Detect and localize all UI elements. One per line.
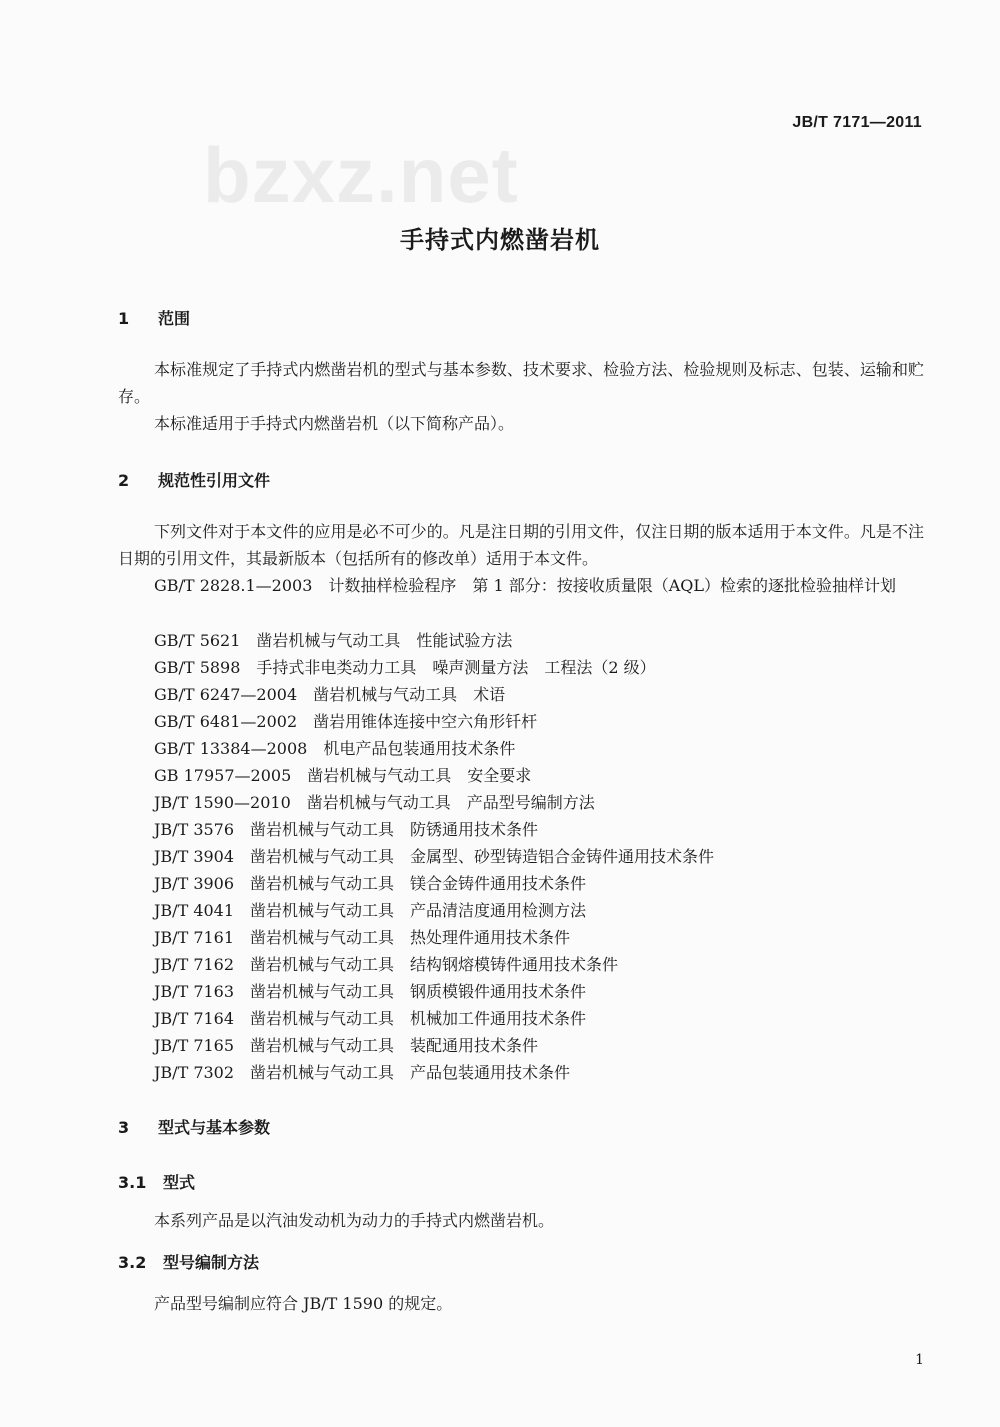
section-2-intro: 下列文件对于本文件的应用是必不可少的。凡是注日期的引用文件，仅注日期的版本适用于本文件。凡是不注日期的引用文件，其最新版本（包括所有的修改单）适用于本文件。 (118, 522, 924, 568)
section-3-heading (118, 1115, 270, 1138)
section-number: 2 (118, 471, 130, 490)
section-3-2-text: 产品型号编制应符合 JB/T 1590 的规定。 (154, 1294, 453, 1313)
section-number: 3.2 (118, 1253, 147, 1272)
section-1-paragraph-2: 本标准适用于手持式内燃凿岩机（以下简称产品）。 (154, 414, 515, 433)
reference-code: JB/T 7302 (154, 1063, 235, 1082)
reference-title: 凿岩机械与气动工具 机械加工件通用技术条件 (250, 1009, 587, 1028)
reference-title: 凿岩机械与气动工具 结构钢熔模铸件通用技术条件 (250, 955, 619, 974)
reference-item (154, 709, 537, 732)
standard-code: JB/T 7171—2011 (792, 114, 922, 131)
reference-code: JB/T 7162 (154, 955, 235, 974)
section-title: 型号编制方法 (163, 1253, 260, 1272)
reference-item (154, 844, 714, 867)
reference-item (154, 871, 586, 894)
reference-first: GB/T 2828.1—2003 计数抽样检验程序 第 1 部分：按接收质量限（AQL）检索的逐批检验抽样计划 (154, 576, 897, 595)
reference-title: 凿岩机械与气动工具 热处理件通用技术条件 (250, 928, 571, 947)
reference-code: JB/T 3904 (154, 847, 235, 866)
reference-code: GB 17957—2005 (154, 766, 292, 785)
section-3-1-heading (118, 1170, 195, 1193)
reference-title: 凿岩机械与气动工具 装配通用技术条件 (250, 1036, 539, 1055)
reference-title: 凿岩机械与气动工具 钢质模锻件通用技术条件 (250, 982, 587, 1001)
reference-code: JB/T 7165 (154, 1036, 235, 1055)
reference-item (154, 817, 538, 840)
reference-item (154, 628, 512, 651)
reference-code: GB/T 6481—2002 (154, 712, 298, 731)
reference-code: JB/T 3906 (154, 874, 235, 893)
reference-item (154, 736, 515, 759)
reference-item (154, 1033, 538, 1056)
document-title: 手持式内燃凿岩机 (400, 226, 600, 254)
reference-code: JB/T 4041 (154, 901, 235, 920)
reference-title: 凿岩机械与气动工具 性能试验方法 (256, 631, 513, 650)
reference-item (154, 952, 618, 975)
reference-code: JB/T 7164 (154, 1009, 235, 1028)
reference-code: GB/T 6247—2004 (154, 685, 298, 704)
reference-title: 凿岩机械与气动工具 金属型、砂型铸造铝合金铸件通用技术条件 (250, 847, 715, 866)
reference-code: GB/T 13384—2008 (154, 739, 308, 758)
section-1-paragraph-1: 本标准规定了手持式内燃凿岩机的型式与基本参数、技术要求、检验方法、检验规则及标志、包装、运输和贮存。 (118, 360, 924, 406)
reference-item (154, 925, 570, 948)
watermark: bzxz.net (203, 131, 519, 219)
section-number: 3 (118, 1118, 130, 1137)
section-2-heading (118, 468, 270, 491)
reference-title: 机电产品包装通用技术条件 (323, 739, 516, 758)
section-3-2-heading (118, 1250, 259, 1273)
reference-item (154, 655, 656, 678)
page-number: 1 (915, 1352, 924, 1368)
reference-code: JB/T 3576 (154, 820, 235, 839)
reference-code: JB/T 7163 (154, 982, 235, 1001)
reference-title: 凿岩用锥体连接中空六角形钎杆 (313, 712, 538, 731)
section-title: 型式 (163, 1173, 196, 1192)
section-title: 范围 (158, 309, 191, 328)
section-title: 型式与基本参数 (158, 1118, 271, 1137)
reference-item (154, 1060, 570, 1083)
reference-title: 凿岩机械与气动工具 安全要求 (307, 766, 532, 785)
reference-code: JB/T 1590—2010 (154, 793, 291, 812)
reference-item (154, 763, 531, 786)
reference-title: 凿岩机械与气动工具 产品型号编制方法 (306, 793, 595, 812)
reference-title: 凿岩机械与气动工具 产品包装通用技术条件 (250, 1063, 571, 1082)
reference-code: GB/T 5898 (154, 658, 241, 677)
section-number: 1 (118, 309, 130, 328)
reference-item (154, 979, 586, 1002)
section-number: 3.1 (118, 1173, 147, 1192)
reference-item (154, 1006, 586, 1029)
reference-title: 凿岩机械与气动工具 术语 (313, 685, 506, 704)
reference-item (154, 682, 505, 705)
reference-code: GB/T 5621 (154, 631, 241, 650)
section-title: 规范性引用文件 (158, 471, 271, 490)
reference-item (154, 898, 586, 921)
section-3-1-text: 本系列产品是以汽油发动机为动力的手持式内燃凿岩机。 (154, 1211, 555, 1230)
reference-item (154, 790, 595, 813)
reference-title: 手持式非电类动力工具 噪声测量方法 工程法（2 级） (256, 658, 656, 677)
reference-code: JB/T 7161 (154, 928, 235, 947)
reference-title: 凿岩机械与气动工具 产品清洁度通用检测方法 (250, 901, 587, 920)
reference-title: 凿岩机械与气动工具 防锈通用技术条件 (250, 820, 539, 839)
section-1-heading (118, 306, 190, 329)
reference-title: 凿岩机械与气动工具 镁合金铸件通用技术条件 (250, 874, 587, 893)
